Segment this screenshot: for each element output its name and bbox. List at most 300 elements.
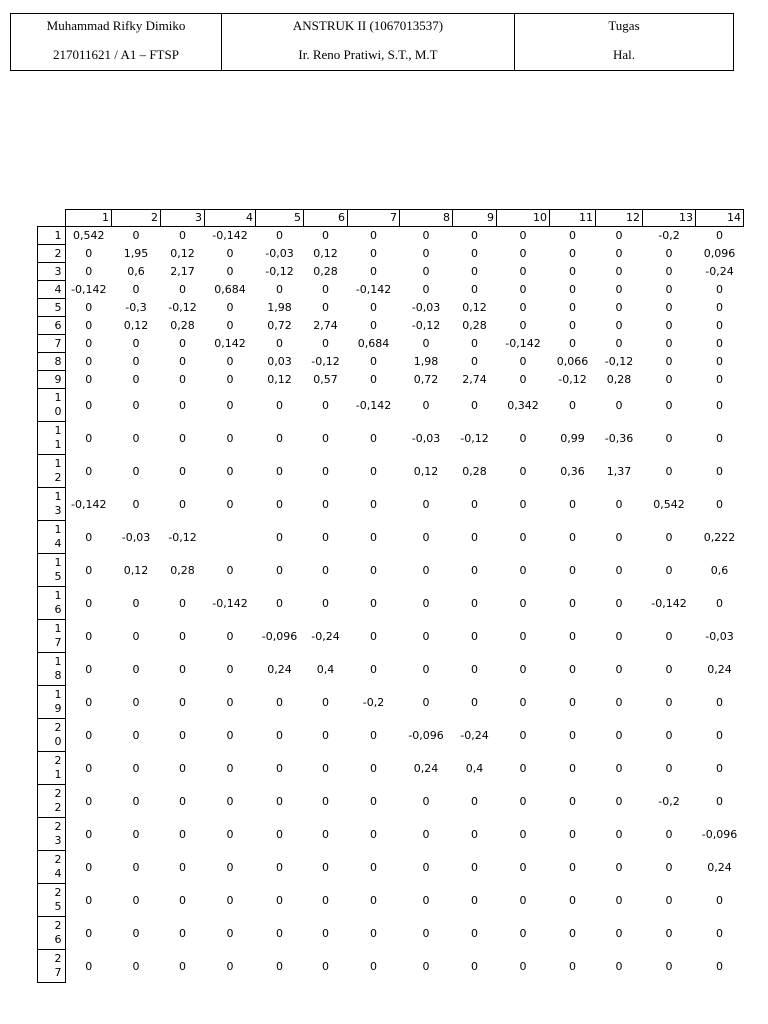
- matrix-cell: 0: [179, 283, 186, 296]
- matrix-cell: 0: [716, 464, 723, 478]
- matrix-cell: 0: [132, 398, 140, 412]
- matrix-cell: 0: [179, 337, 186, 350]
- matrix-cell: 0,24: [413, 761, 439, 775]
- matrix-cell: 0: [276, 431, 283, 445]
- matrix-cell: 0: [471, 827, 478, 841]
- matrix-cell: 0: [179, 355, 186, 368]
- table-row: [38, 917, 744, 950]
- row-label: 23: [54, 820, 62, 847]
- matrix-cell: 0: [665, 265, 673, 278]
- matrix-cell: 0: [569, 794, 576, 808]
- row-header: [38, 917, 66, 950]
- matrix-cell: 0: [665, 355, 673, 368]
- matrix-cell: 0: [85, 373, 93, 386]
- matrix-cell: 0: [370, 319, 377, 332]
- matrix-cell: 0: [665, 959, 673, 973]
- matrix-cell: 0,066: [556, 355, 589, 368]
- matrix-cell: 0: [85, 337, 93, 350]
- matrix-cell: 0: [615, 319, 623, 332]
- matrix-cell: 0: [422, 629, 430, 643]
- matrix-cell: 0: [519, 464, 527, 478]
- matrix-cell: 0: [322, 794, 329, 808]
- matrix-cell: 0: [370, 497, 377, 511]
- matrix-cell: 0: [422, 530, 430, 544]
- row-label: 6: [54, 318, 62, 332]
- matrix-cell: 0: [132, 728, 140, 742]
- matrix-cell: 0: [132, 283, 140, 296]
- matrix-cell: 0: [370, 355, 377, 368]
- matrix-cell: 0: [85, 530, 93, 544]
- matrix-cell: -0,142: [505, 337, 541, 350]
- matrix-cell: 0: [471, 247, 478, 260]
- matrix-cell: 0: [179, 959, 186, 973]
- matrix-cell: 0: [569, 596, 576, 610]
- matrix-cell: 0: [471, 265, 478, 278]
- matrix-cell: 0: [569, 283, 576, 296]
- row-header: [38, 719, 66, 752]
- matrix-cell: 0: [422, 662, 430, 676]
- table-row: [38, 686, 744, 719]
- matrix-cell: 0: [226, 926, 234, 940]
- matrix-cell: 0: [569, 337, 576, 350]
- matrix-cell: 0: [226, 761, 234, 775]
- matrix-cell: 0: [716, 283, 723, 296]
- matrix-cell: 0: [85, 398, 93, 412]
- matrix-cell: -0,2: [362, 695, 385, 709]
- matrix-cell: 0: [569, 629, 576, 643]
- matrix-cell: 0: [716, 373, 723, 386]
- column-header-row: [38, 210, 744, 227]
- matrix-cell: 0: [665, 247, 673, 260]
- matrix-cell: 0: [226, 563, 234, 577]
- matrix-cell: 0,03: [267, 355, 292, 368]
- row-label: 13: [54, 490, 62, 517]
- matrix-cell: 0: [322, 398, 329, 412]
- matrix-cell: 0: [132, 596, 140, 610]
- matrix-cell: 0: [569, 247, 576, 260]
- matrix-cell: 0: [226, 794, 234, 808]
- matrix-cell: 0: [179, 728, 186, 742]
- matrix-cell: 0,542: [653, 497, 685, 511]
- matrix-cell: 0: [716, 398, 723, 412]
- matrix-cell: 0: [85, 893, 93, 907]
- matrix-cell: 0: [370, 761, 377, 775]
- matrix-cell: -0,24: [705, 265, 734, 278]
- matrix-cell: 0: [519, 695, 527, 709]
- matrix-cell: 0: [716, 728, 723, 742]
- matrix-cell: 0: [665, 860, 673, 874]
- row-header: [38, 281, 66, 299]
- lecturer-name: Ir. Reno Pratiwi, S.T., M.T: [298, 47, 438, 62]
- matrix-cell: 0,542: [73, 229, 105, 243]
- matrix-cell: 0: [179, 662, 186, 676]
- table-row: [38, 281, 744, 299]
- matrix-cell: 0: [615, 229, 623, 243]
- matrix-cell: 0: [519, 319, 527, 332]
- matrix-cell: -0,096: [701, 827, 738, 841]
- matrix-cell: 0: [132, 337, 140, 350]
- matrix-cell: 0: [471, 695, 478, 709]
- column-header: 8: [400, 210, 453, 227]
- matrix-cell: 0: [322, 959, 329, 973]
- matrix-cell: 0: [179, 860, 186, 874]
- matrix-cell: 0: [471, 860, 478, 874]
- matrix-cell: 0: [276, 893, 283, 907]
- matrix-cell: 0: [569, 959, 576, 973]
- matrix-cell: 0,28: [462, 319, 487, 332]
- matrix-cell: 0: [322, 860, 329, 874]
- row-label: 14: [54, 523, 62, 550]
- matrix-cell: -0,12: [411, 319, 441, 332]
- table-row: [38, 371, 744, 389]
- matrix-cell: 0,12: [462, 301, 487, 314]
- matrix-cell: 0: [226, 355, 234, 368]
- matrix-cell: 0: [615, 827, 623, 841]
- row-label: 19: [54, 688, 62, 715]
- matrix-cell: 0: [85, 959, 93, 973]
- row-header: [38, 389, 66, 422]
- matrix-cell: 0: [716, 926, 723, 940]
- matrix-cell: 0: [132, 662, 140, 676]
- page-label: Hal.: [612, 47, 636, 62]
- matrix-cell: 0: [132, 761, 140, 775]
- row-label: 22: [54, 787, 62, 814]
- matrix-cell: 0: [85, 355, 93, 368]
- matrix-cell: 0: [85, 596, 93, 610]
- matrix-cell: 0: [471, 398, 478, 412]
- matrix-cell: 0: [179, 926, 186, 940]
- matrix-cell: 0: [226, 662, 234, 676]
- matrix-cell: 0: [422, 695, 430, 709]
- matrix-cell: 0: [179, 629, 186, 643]
- matrix-cell: 0: [226, 827, 234, 841]
- matrix-cell: 0: [226, 695, 234, 709]
- table-row: [38, 950, 744, 983]
- matrix-cell: 0: [132, 373, 140, 386]
- table-row: [38, 884, 744, 917]
- matrix-cell: 1,37: [606, 464, 632, 478]
- row-header: [38, 488, 66, 521]
- matrix-cell: 0: [370, 959, 377, 973]
- matrix-cell: 0: [132, 464, 140, 478]
- matrix-cell: 0,36: [560, 464, 585, 478]
- matrix-cell: 0: [226, 431, 234, 445]
- matrix-cell: 0: [322, 337, 329, 350]
- matrix-cell: 0: [322, 431, 329, 445]
- matrix-cell: 0: [519, 431, 527, 445]
- matrix-cell: 0,142: [214, 337, 246, 350]
- student-cell: [11, 14, 222, 71]
- matrix-cell: 0: [276, 398, 283, 412]
- matrix-cell: 0: [422, 283, 430, 296]
- matrix-cell: 0: [665, 695, 673, 709]
- matrix-cell: 0: [615, 794, 623, 808]
- matrix-cell: 0: [471, 596, 478, 610]
- matrix-cell: -0,2: [658, 794, 680, 808]
- matrix-cell: 0: [226, 629, 234, 643]
- matrix-cell: 0,4: [465, 761, 484, 775]
- matrix-cell: 0: [569, 926, 576, 940]
- matrix-cell: 0: [85, 265, 93, 278]
- matrix-cell: -0,03: [265, 247, 294, 260]
- matrix-cell: 0: [85, 662, 93, 676]
- matrix-cell: 0: [716, 355, 723, 368]
- matrix-cell: 0: [276, 695, 283, 709]
- matrix-cell: 0: [716, 761, 723, 775]
- matrix-cell: 0: [179, 794, 186, 808]
- matrix-cell: 0,24: [707, 662, 732, 676]
- matrix-cell: 0: [665, 431, 673, 445]
- matrix-cell: 0: [519, 229, 527, 243]
- matrix-cell: 0: [370, 464, 377, 478]
- matrix-cell: 2,17: [170, 265, 195, 278]
- matrix-cell: 0: [422, 596, 430, 610]
- matrix-cell: 0: [322, 596, 329, 610]
- matrix-cell: 0: [226, 373, 234, 386]
- table-row: [38, 245, 744, 263]
- matrix-cell: 0,6: [710, 563, 729, 577]
- matrix-cell: 0: [85, 563, 93, 577]
- matrix-cell: 0: [276, 563, 283, 577]
- matrix-cell: 0: [471, 959, 478, 973]
- matrix-cell: 0: [370, 926, 377, 940]
- matrix-cell: 0: [276, 596, 283, 610]
- matrix-cell: 0: [179, 695, 186, 709]
- matrix-cell: 0: [519, 301, 527, 314]
- matrix-cell: 0: [615, 283, 623, 296]
- matrix-cell: 0: [226, 893, 234, 907]
- matrix-cell: 0: [569, 301, 576, 314]
- matrix-cell: 0: [422, 959, 430, 973]
- matrix-cell: -0,142: [71, 497, 107, 511]
- matrix-cell: 0: [519, 860, 527, 874]
- matrix-cell: 0: [85, 860, 93, 874]
- matrix-cell: 0: [422, 398, 430, 412]
- matrix-cell: 0: [665, 629, 673, 643]
- matrix-cell: 0: [471, 497, 478, 511]
- matrix-cell: 1,95: [123, 247, 149, 260]
- matrix-cell: 0: [422, 563, 430, 577]
- matrix-cell: 0: [179, 596, 186, 610]
- matrix-cell: 0: [471, 926, 478, 940]
- matrix-cell: 0: [569, 563, 576, 577]
- row-label: 24: [54, 853, 62, 880]
- matrix-cell: -0,142: [355, 283, 392, 296]
- matrix-cell: 0: [615, 497, 623, 511]
- matrix-cell: 0: [519, 893, 527, 907]
- matrix-cell: -0,36: [604, 431, 634, 445]
- matrix-cell: 0,72: [413, 373, 439, 386]
- row-label: 2: [54, 246, 62, 260]
- row-header: [38, 620, 66, 653]
- row-label: 16: [54, 589, 62, 616]
- matrix-cell: 0: [615, 301, 623, 314]
- matrix-cell: 0: [569, 827, 576, 841]
- course-title: ANSTRUK II (1067013537): [292, 18, 444, 33]
- matrix-body: [38, 227, 744, 983]
- matrix-cell: 0: [665, 337, 673, 350]
- matrix-cell: 0: [519, 662, 527, 676]
- matrix-cell: 0: [276, 860, 283, 874]
- student-id: 217011621 / A1 – FTSP: [53, 47, 179, 62]
- row-label: 4: [54, 282, 62, 296]
- matrix-cell: 0: [716, 229, 723, 243]
- matrix-cell: -0,12: [604, 355, 634, 368]
- matrix-cell: 0: [370, 629, 377, 643]
- matrix-cell: 0: [179, 398, 186, 412]
- matrix-cell: 0,6: [127, 265, 145, 278]
- matrix-cell: -0,142: [71, 283, 107, 296]
- table-row: [38, 620, 744, 653]
- matrix-cell: 0: [322, 229, 329, 243]
- matrix-cell: 0: [615, 530, 623, 544]
- table-row: [38, 299, 744, 317]
- matrix-cell: 0: [370, 662, 377, 676]
- matrix-cell: -0,096: [261, 629, 298, 643]
- matrix-cell: 0: [716, 959, 723, 973]
- matrix-cell: 0,24: [267, 662, 292, 676]
- matrix-cell: 1,98: [267, 301, 292, 314]
- row-label: 11: [54, 424, 62, 451]
- matrix-cell: 0: [276, 283, 283, 296]
- matrix-cell: 0: [276, 530, 283, 544]
- matrix-cell: 0,12: [170, 247, 195, 260]
- matrix-cell: 0,28: [170, 563, 195, 577]
- matrix-cell: 0: [132, 497, 140, 511]
- column-header: 3: [161, 210, 205, 227]
- matrix-cell: 0: [471, 662, 478, 676]
- matrix-cell: -0,03: [705, 629, 734, 643]
- matrix-cell: 0: [226, 319, 234, 332]
- document-header: [10, 13, 734, 71]
- matrix-cell: 0: [519, 959, 527, 973]
- matrix-cell: 0: [370, 596, 377, 610]
- matrix-cell: 0: [85, 926, 93, 940]
- matrix-cell: 0: [665, 728, 673, 742]
- matrix-cell: 0: [615, 728, 623, 742]
- row-label: 8: [54, 354, 62, 368]
- matrix-cell: 0,4: [316, 662, 335, 676]
- matrix-cell: 0,28: [313, 265, 338, 278]
- row-header: [38, 554, 66, 587]
- matrix-cell: 0,12: [123, 319, 149, 332]
- matrix-cell: 0: [519, 373, 527, 386]
- matrix-cell: -0,096: [408, 728, 444, 742]
- matrix-cell: 0: [615, 247, 623, 260]
- matrix-cell: -0,12: [311, 355, 340, 368]
- matrix-cell: 0: [322, 497, 329, 511]
- matrix-cell: 0: [471, 355, 478, 368]
- matrix-cell: 0: [519, 355, 527, 368]
- matrix-cell: 0,57: [313, 373, 338, 386]
- matrix-cell: 0: [665, 464, 673, 478]
- matrix-cell: 0: [85, 728, 93, 742]
- row-header: [38, 353, 66, 371]
- matrix-cell: 0: [276, 959, 283, 973]
- column-header: 6: [304, 210, 348, 227]
- table-row: [38, 317, 744, 335]
- matrix-cell: 2,74: [462, 373, 487, 386]
- matrix-cell: 0: [569, 893, 576, 907]
- matrix-cell: 0: [665, 530, 673, 544]
- matrix-cell: 0: [226, 301, 234, 314]
- row-label: 21: [54, 754, 62, 781]
- matrix-cell: 0: [370, 860, 377, 874]
- row-header: [38, 422, 66, 455]
- matrix-cell: 0: [226, 247, 234, 260]
- matrix-cell: 0: [665, 662, 673, 676]
- matrix-cell: 0: [179, 229, 186, 243]
- matrix-cell: 0: [519, 247, 527, 260]
- row-label: 1: [54, 228, 62, 242]
- matrix-cell: 0: [179, 827, 186, 841]
- matrix-cell: 0: [716, 301, 723, 314]
- matrix-cell: 0: [370, 728, 377, 742]
- table-row: [38, 389, 744, 422]
- matrix-cell: -0,142: [212, 596, 248, 610]
- matrix-cell: 0: [471, 530, 478, 544]
- matrix-cell: -0,12: [168, 301, 197, 314]
- matrix-cell: 0: [226, 860, 234, 874]
- row-label: 17: [54, 622, 62, 649]
- matrix-cell: 0: [569, 398, 576, 412]
- matrix-cell: 0: [615, 662, 623, 676]
- row-header: [38, 752, 66, 785]
- row-header: [38, 335, 66, 353]
- matrix-cell: 0: [370, 247, 377, 260]
- column-header: 13: [643, 210, 696, 227]
- matrix-cell: 0: [615, 337, 623, 350]
- matrix-cell: 0: [422, 926, 430, 940]
- matrix-cell: 0: [132, 926, 140, 940]
- matrix-cell: 0: [716, 431, 723, 445]
- matrix-cell: 0: [226, 265, 234, 278]
- matrix-cell: 0,12: [123, 563, 149, 577]
- matrix-cell: 0: [132, 355, 140, 368]
- matrix-cell: 0,72: [267, 319, 292, 332]
- matrix-cell: 0: [519, 530, 527, 544]
- matrix-cell: 0: [322, 926, 329, 940]
- matrix-cell: 0: [276, 827, 283, 841]
- matrix-cell: 0: [322, 695, 329, 709]
- matrix-cell: 0: [322, 563, 329, 577]
- matrix-cell: -0,12: [558, 373, 587, 386]
- matrix-cell: 0: [132, 629, 140, 643]
- matrix-cell: 0: [471, 229, 478, 243]
- matrix-cell: 0,28: [606, 373, 632, 386]
- matrix-cell: 0,342: [507, 398, 539, 412]
- matrix-cell: -0,142: [212, 229, 248, 243]
- matrix-cell: 0: [665, 827, 673, 841]
- matrix-cell: 0: [615, 398, 623, 412]
- table-row: [38, 851, 744, 884]
- matrix-cell: 0: [569, 265, 576, 278]
- matrix-cell: 0: [179, 893, 186, 907]
- row-label: 9: [54, 372, 62, 386]
- matrix-cell: 0: [519, 283, 527, 296]
- row-header: [38, 950, 66, 983]
- matrix-cell: 0: [615, 959, 623, 973]
- matrix-cell: 0: [665, 301, 673, 314]
- matrix-cell: 0: [422, 497, 430, 511]
- matrix-cell: 0: [132, 959, 140, 973]
- matrix-cell: 0: [322, 464, 329, 478]
- matrix-cell: 0: [716, 319, 723, 332]
- matrix-cell: -0,24: [311, 629, 340, 643]
- matrix-cell: 0: [179, 431, 186, 445]
- matrix-cell: 0: [615, 761, 623, 775]
- matrix-cell: 0: [422, 229, 430, 243]
